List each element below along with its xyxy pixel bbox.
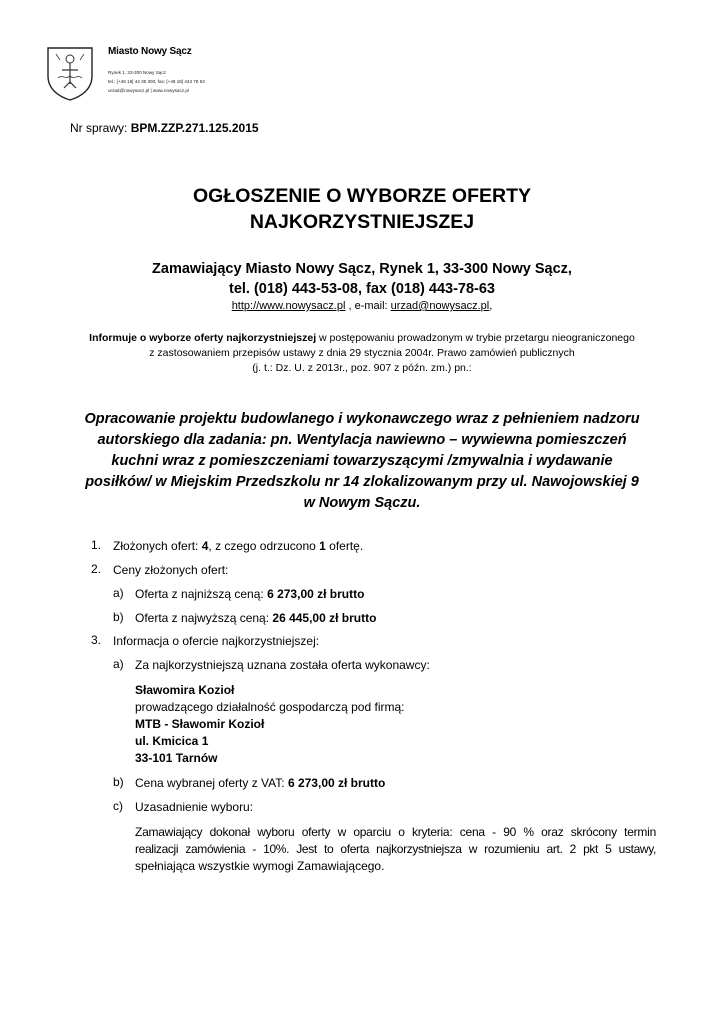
contractor-name: Sławomira Kozioł <box>135 683 235 697</box>
case-reference-label: Nr sprawy: <box>70 121 131 135</box>
list-letter: a) <box>113 586 124 600</box>
list-letter: c) <box>113 799 123 813</box>
highest-price-value: 26 445,00 zł brutto <box>272 611 377 625</box>
page-title-line1: OGŁOSZENIE O WYBORZE OFERTY <box>192 185 531 207</box>
list-item-offers-count <box>113 538 363 554</box>
info-line2: z zastosowaniem przepisów ustawy z dnia 29 stycznia 2004r. Prawo zamówień publicznych <box>149 347 575 359</box>
justification-text <box>135 824 656 875</box>
list-number: 1. <box>91 538 102 552</box>
list-letter: a) <box>113 657 124 671</box>
winner-intro: Za najkorzystniejszą uznana została oferta wykonawcy: <box>135 658 430 672</box>
rejected-text: , z czego odrzucono <box>208 539 320 553</box>
highest-price-label: Oferta z najwyższą ceną: <box>135 611 273 625</box>
selected-price-item <box>135 775 385 791</box>
city-crest-icon <box>44 44 96 102</box>
orderer-line2: tel. (018) 443-53-08, fax (018) 443-78-63 <box>229 281 495 297</box>
contractor-activity: prowadzącego działalność gospodarczą pod firmą: <box>135 700 405 714</box>
city-address: Rynek 1, 33-300 Nowy Sącz <box>108 70 166 75</box>
lowest-price-value: 6 273,00 zł brutto <box>267 587 365 601</box>
info-line1-rest: w postępowaniu prowadzonym w trybie przetargu nieograniczonego <box>316 332 635 344</box>
subject-line4: posiłków/ w Miejskim Przedszkolu nr 14 zlokalizowanym przy ul. Nawojowskiej 9 <box>85 474 639 490</box>
city-phone: tel.: [+48 18] 44 35 300, fax: [+48 18] 443 78 63 <box>108 79 205 84</box>
list-number: 2. <box>91 562 102 576</box>
contractor-city: 33-101 Tarnów <box>135 751 218 765</box>
email-link[interactable]: urzad@nowysacz.pl <box>390 300 490 312</box>
list-letter: b) <box>113 775 124 789</box>
info-line3: (j. t.: Dz. U. z 2013r., poz. 907 z późn. zm.) pn.: <box>252 362 472 374</box>
subject-line2: autorskiego dla zadania: pn. Wentylacja nawiewno – wywiewna pomieszczeń <box>97 432 627 448</box>
rejected-suffix: ofertę. <box>325 539 364 553</box>
info-line1 <box>40 331 684 346</box>
subject-line5: w Nowym Sączu. <box>303 495 421 511</box>
email-suffix: , <box>489 300 493 312</box>
contractor-company: MTB - Sławomir Kozioł <box>135 717 265 731</box>
list-number: 3. <box>91 633 102 647</box>
lowest-price-item <box>135 586 364 602</box>
page-title-line2: NAJKORZYSTNIEJSZEJ <box>249 211 475 233</box>
justification-line3: spełniająca wszystkie wymogi Zamawiającego. <box>135 859 385 873</box>
offers-count-text: Złożonych ofert: <box>113 539 202 553</box>
orderer-line1: Zamawiający Miasto Nowy Sącz, Rynek 1, 33-300 Nowy Sącz, <box>152 261 572 277</box>
city-contact: urzad@nowysacz.pl | www.nowysacz.pl <box>108 88 189 93</box>
lowest-price-label: Oferta z najniższą ceną: <box>135 587 268 601</box>
justification-line2: realizacji zamówienia - 10%. Jest to oferta najkorzystniejsza w rozumieniu art. 2 pkt 5 ustawy, <box>135 842 656 856</box>
list-item-best-offer: Informacja o ofercie najkorzystniejszej: <box>113 634 320 648</box>
selected-price-value: 6 273,00 zł brutto <box>287 776 386 790</box>
offers-count-value: 4 <box>201 539 209 553</box>
highest-price-item <box>135 610 376 626</box>
list-letter: b) <box>113 610 124 624</box>
list-item-prices: Ceny złożonych ofert: <box>113 563 229 577</box>
city-name: Miasto Nowy Sącz <box>108 46 192 57</box>
contractor-street: ul. Kmicica 1 <box>135 734 209 748</box>
justification-line1: Zamawiający dokonał wyboru oferty w oparciu o kryteria: cena - 90 % oraz skrócony termin <box>135 825 656 839</box>
subject-line1: Opracowanie projektu budowlanego i wykonawczego wraz z pełnieniem nadzoru <box>84 411 640 427</box>
justification-heading: Uzasadnienie wyboru: <box>135 800 254 814</box>
case-reference <box>70 121 259 135</box>
subject-line3: kuchni wraz z pomieszczeniami towarzyszącymi /zmywalnia i wydawanie <box>111 453 613 469</box>
case-reference-value: BPM.ZZP.271.125.2015 <box>130 121 259 135</box>
website-link[interactable]: http://www.nowysacz.pl <box>231 300 346 312</box>
selected-price-label: Cena wybranej oferty z VAT: <box>135 776 288 790</box>
rejected-value: 1 <box>319 539 326 553</box>
info-bold: Informuje o wyborze oferty najkorzystniejszej <box>89 332 317 344</box>
orderer-contact <box>0 300 724 312</box>
email-label: , e-mail: <box>345 300 391 312</box>
